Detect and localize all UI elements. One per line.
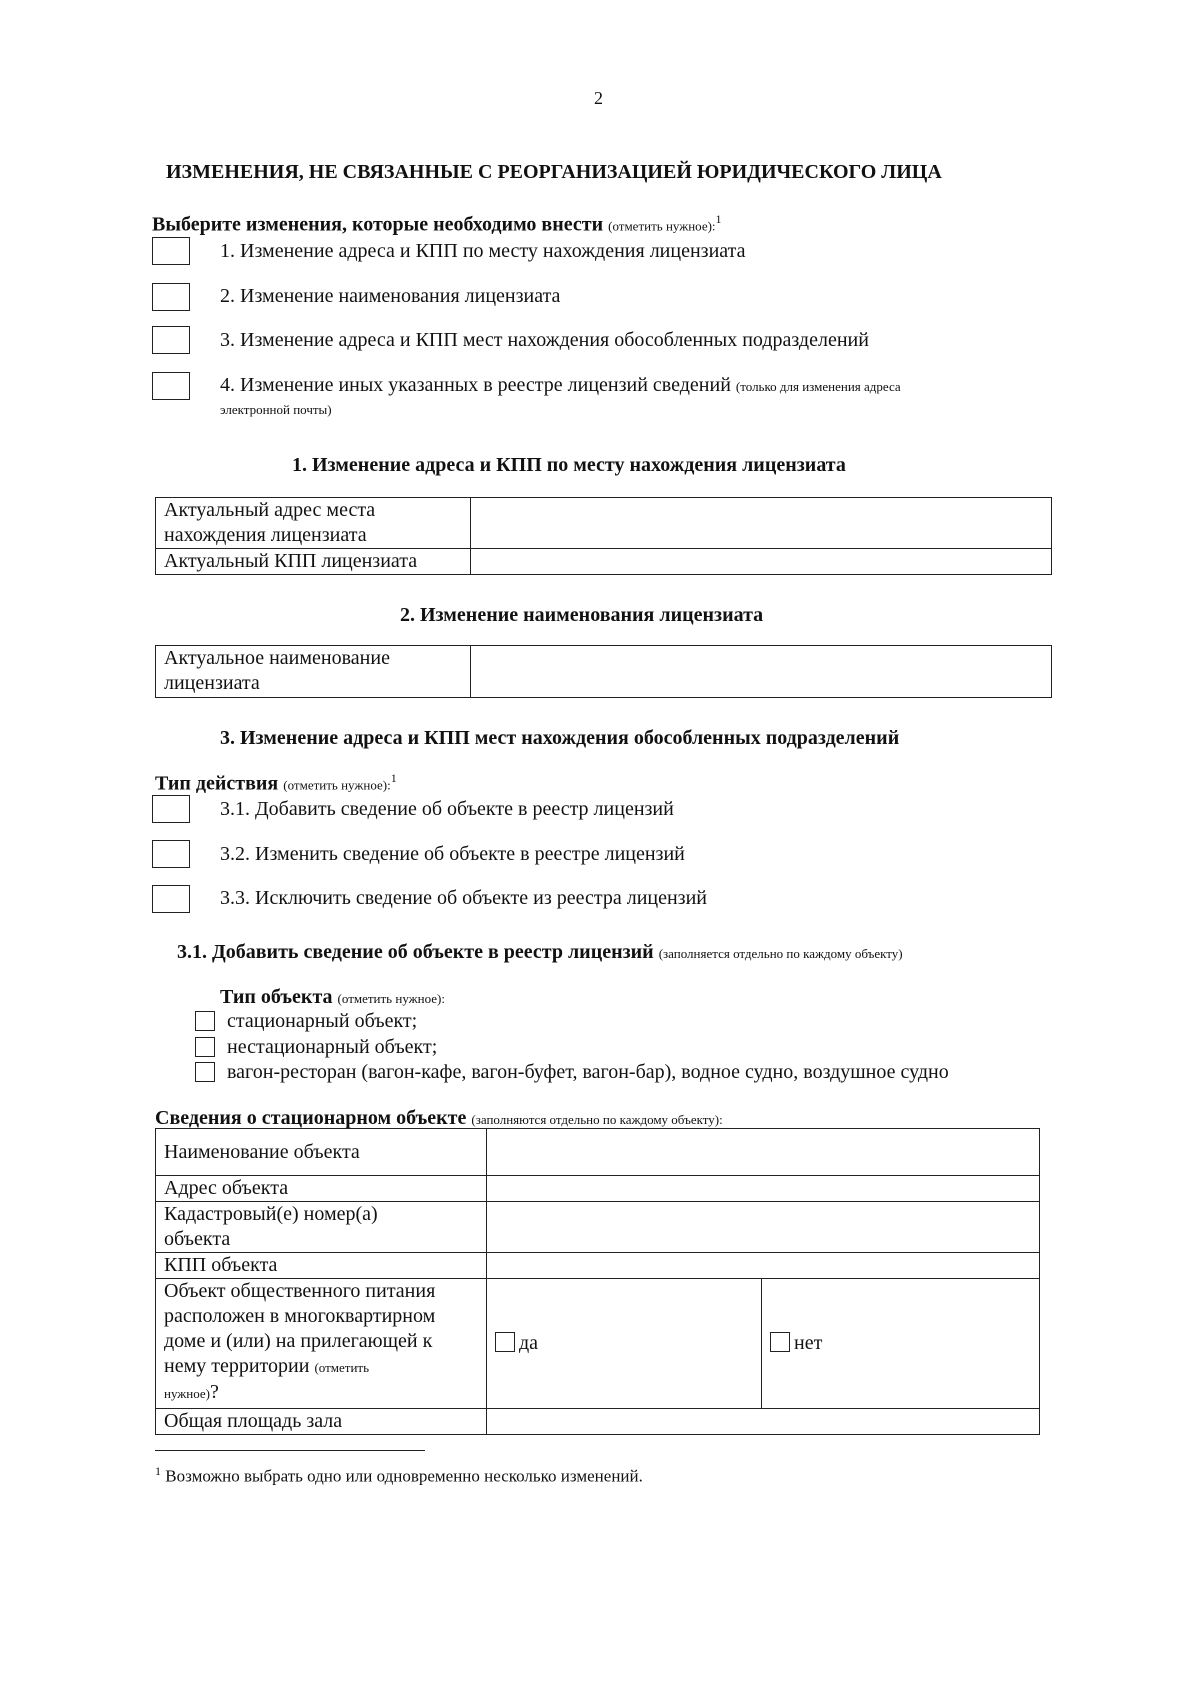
action-type-text: Тип действия bbox=[155, 772, 279, 795]
select-changes-text: Выберите изменения, которые необходимо внести bbox=[152, 213, 604, 236]
change-4-checkbox[interactable] bbox=[152, 372, 190, 400]
section3-heading: 3. Изменение адреса и КПП мест нахождения обособленных подразделений bbox=[220, 727, 900, 749]
object-nonstationary-label: нестационарный объект; bbox=[227, 1036, 438, 1058]
apartment-yes-cell[interactable] bbox=[487, 1279, 762, 1409]
object-address-field[interactable] bbox=[487, 1176, 1040, 1202]
section1-table bbox=[155, 497, 1052, 575]
apartment-yes-label: да bbox=[519, 1332, 539, 1354]
cadastral-field[interactable] bbox=[487, 1202, 1040, 1253]
footnote-number: 1 bbox=[155, 1464, 161, 1478]
current-address-label: Актуальный адрес места нахождения лицензиата bbox=[156, 498, 471, 549]
change-2-label: 2. Изменение наименования лицензиата bbox=[220, 285, 561, 307]
object-transport-checkbox[interactable] bbox=[195, 1062, 215, 1082]
object-type-hint: (отметить нужное): bbox=[337, 991, 445, 1006]
object-kpp-label: КПП объекта bbox=[156, 1253, 487, 1279]
apartment-yes-checkbox[interactable] bbox=[495, 1332, 515, 1352]
action-add-label: 3.1. Добавить сведение об объекте в реестр лицензий bbox=[220, 798, 674, 820]
object-type-label bbox=[220, 985, 445, 1009]
action-remove-label: 3.3. Исключить сведение об объекте из реестра лицензий bbox=[220, 887, 707, 909]
page-title: ИЗМЕНЕНИЯ, НЕ СВЯЗАННЫЕ С РЕОРГАНИЗАЦИЕЙ ЮРИДИЧЕСКОГО ЛИЦА bbox=[166, 161, 942, 183]
object-nonstationary-checkbox[interactable] bbox=[195, 1037, 215, 1057]
current-kpp-label: Актуальный КПП лицензиата bbox=[156, 549, 471, 575]
apartment-no-checkbox[interactable] bbox=[770, 1332, 790, 1352]
object-address-label: Адрес объекта bbox=[156, 1176, 487, 1202]
change-4-note-line2: электронной почты) bbox=[220, 402, 332, 417]
select-changes-hint: (отметить нужное): bbox=[608, 218, 716, 234]
change-3-checkbox[interactable] bbox=[152, 326, 190, 354]
object-name-field[interactable] bbox=[487, 1129, 1040, 1176]
object-stationary-checkbox[interactable] bbox=[195, 1011, 215, 1031]
stationary-table bbox=[155, 1128, 1040, 1435]
current-kpp-field[interactable] bbox=[471, 549, 1052, 575]
stationary-note: (заполняются отдельно по каждому объекту): bbox=[471, 1112, 723, 1127]
current-address-field[interactable] bbox=[471, 498, 1052, 549]
page-number: 2 bbox=[594, 88, 603, 108]
footnote-text: Возможно выбрать одно или одновременно несколько изменений. bbox=[165, 1466, 643, 1486]
apartment-no-cell[interactable] bbox=[762, 1279, 1040, 1409]
action-change-label: 3.2. Изменить сведение об объекте в реестре лицензий bbox=[220, 843, 685, 865]
change-4-label bbox=[220, 373, 901, 397]
change-1-checkbox[interactable] bbox=[152, 237, 190, 265]
current-name-field[interactable] bbox=[471, 646, 1052, 698]
change-2-checkbox[interactable] bbox=[152, 283, 190, 311]
action-type-label bbox=[155, 771, 397, 796]
hall-area-label: Общая площадь зала bbox=[156, 1409, 487, 1435]
section31-heading bbox=[177, 940, 903, 964]
apartment-question-label: Объект общественного питания расположен в многоквартирном доме и (или) на прилегающей к нему территории (отметить нужное)? bbox=[156, 1279, 487, 1409]
footnote-divider bbox=[155, 1450, 425, 1451]
footnote-ref: 1 bbox=[390, 771, 397, 785]
object-type-text: Тип объекта bbox=[220, 986, 333, 1008]
object-stationary-label: стационарный объект; bbox=[227, 1010, 418, 1032]
apartment-no-label: нет bbox=[794, 1332, 823, 1354]
action-type-hint: (отметить нужное): bbox=[283, 777, 391, 793]
section1-heading: 1. Изменение адреса и КПП по месту нахождения лицензиата bbox=[292, 454, 846, 476]
current-name-label: Актуальное наименование лицензиата bbox=[156, 646, 471, 698]
select-changes-label bbox=[152, 212, 722, 237]
section31-note: (заполняется отдельно по каждому объекту) bbox=[658, 946, 903, 961]
footnote bbox=[155, 1464, 643, 1487]
action-remove-checkbox[interactable] bbox=[152, 885, 190, 913]
action-change-checkbox[interactable] bbox=[152, 840, 190, 868]
stationary-label bbox=[155, 1106, 723, 1130]
object-name-label: Наименование объекта bbox=[156, 1129, 487, 1176]
change-4-note: (только для изменения адреса bbox=[735, 379, 901, 394]
action-add-checkbox[interactable] bbox=[152, 795, 190, 823]
stationary-title: Сведения о стационарном объекте bbox=[155, 1107, 467, 1129]
section2-table bbox=[155, 645, 1052, 698]
object-kpp-field[interactable] bbox=[487, 1253, 1040, 1279]
footnote-ref: 1 bbox=[715, 212, 722, 226]
object-transport-label: вагон-ресторан (вагон-кафе, вагон-буфет, вагон-бар), водное судно, воздушное судно bbox=[227, 1061, 949, 1083]
change-4-text: 4. Изменение иных указанных в реестре лицензий сведений bbox=[220, 374, 731, 396]
hall-area-field[interactable] bbox=[487, 1409, 1040, 1435]
change-1-label: 1. Изменение адреса и КПП по месту нахождения лицензиата bbox=[220, 240, 746, 262]
change-3-label: 3. Изменение адреса и КПП мест нахождения обособленных подразделений bbox=[220, 329, 869, 351]
section31-title: 3.1. Добавить сведение об объекте в реестр лицензий bbox=[177, 941, 654, 963]
cadastral-label: Кадастровый(е) номер(а) объекта bbox=[156, 1202, 487, 1253]
section2-heading: 2. Изменение наименования лицензиата bbox=[400, 604, 764, 626]
